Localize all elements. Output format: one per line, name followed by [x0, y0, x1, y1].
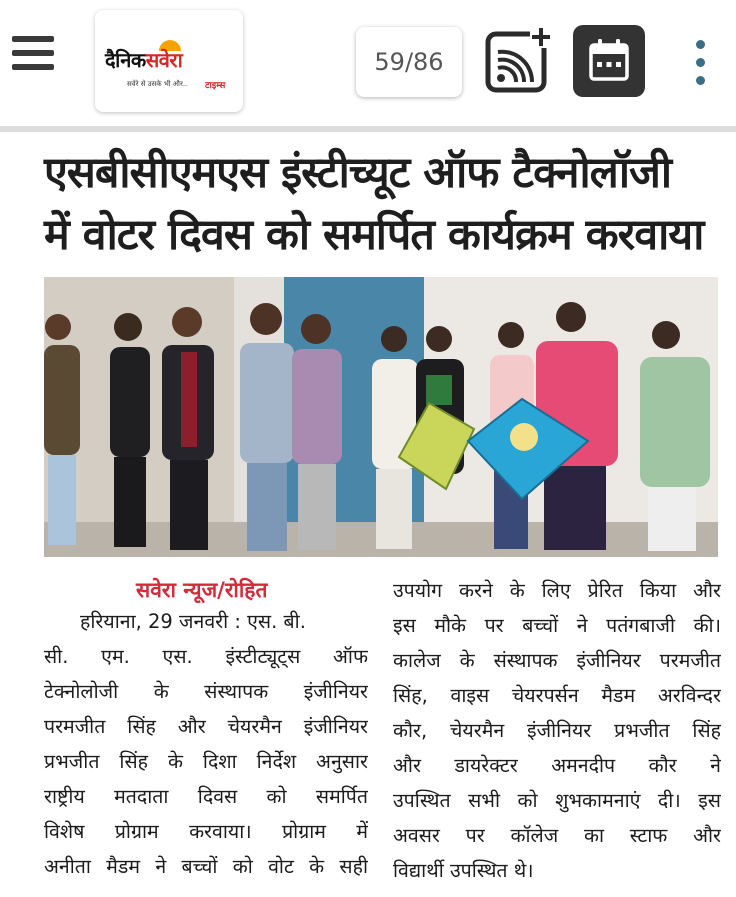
logo-word-2: सवेरा [145, 48, 183, 72]
left-column-line: राष्ट्रीय मतदाता दिवस को समर्पित [44, 785, 368, 808]
left-column-line: टेक्नोलोजी के संस्थापक इंजीनियर [44, 680, 368, 703]
left-column-line: परमजीत सिंह और चेयरमैन इंजीनियर [44, 715, 368, 738]
article-headline [44, 142, 724, 266]
right-column-line: सिंह, वाइस चेयरपर्सन मैडम अरविन्दर [393, 684, 721, 707]
article-photo[interactable] [44, 277, 718, 557]
right-column-line: विद्यार्थी उपस्थित थे। [393, 859, 534, 882]
logo-tagline: सवेरे से उसके भी और.. [127, 80, 188, 88]
right-column-line: कालेज के संस्थापक इंजीनियर परमजीत [393, 649, 721, 672]
left-column-line: सी. एम. एस. इंस्टीट्यूट्स ऑफ [44, 645, 368, 668]
left-column-line: प्रभजीत सिंह के दिशा निर्देश अनुसार [44, 750, 368, 773]
calendar-icon[interactable] [573, 25, 645, 97]
newspaper-logo[interactable] [95, 10, 243, 112]
article-byline: सवेरा न्यूज/रोहित [136, 578, 268, 602]
right-column-line: और डायरेक्टर अमनदीप कौर ने [393, 754, 721, 777]
headline-line-1: एसबीसीएमएस इंस्टीच्यूट ऑफ टैक्नोलॉजी [44, 148, 671, 198]
article-left-column [44, 604, 368, 884]
headline-line-2: में वोटर दिवस को समर्पित कार्यक्रम करवाया [44, 210, 704, 260]
more-vertical-icon[interactable] [690, 40, 710, 92]
left-column-line: अनीता मैडम ने बच्चों को वोट के सही [44, 855, 368, 878]
article-right-column [393, 573, 721, 888]
page-indicator-button[interactable]: 59/86 [356, 27, 462, 97]
top-bar [0, 0, 736, 124]
logo-suffix: टाइम्स [205, 81, 226, 91]
logo-word-1: दैनिक [105, 48, 146, 72]
right-column-line: इस मौके पर बच्चों ने पतंगबाजी की। [393, 614, 721, 637]
rss-add-icon[interactable] [484, 26, 552, 94]
header-divider [0, 126, 736, 132]
right-column-line: उपस्थित सभी को शुभकामनाएं दी। इस [393, 789, 721, 812]
right-column-line: कौर, चेयरमैन इंजीनियर प्रभजीत सिंह [393, 719, 721, 742]
left-column-line: हरियाना, 29 जनवरी : एस. बी. [80, 610, 306, 633]
logo-title [105, 46, 182, 73]
right-column-line: उपयोग करने के लिए प्रेरित किया और [393, 579, 721, 602]
hamburger-menu-icon[interactable] [12, 36, 54, 72]
right-column-line: अवसर पर कॉलेज का स्टाफ और [393, 824, 721, 847]
left-column-line: विशेष प्रोग्राम करवाया। प्रोग्राम में [44, 820, 368, 843]
